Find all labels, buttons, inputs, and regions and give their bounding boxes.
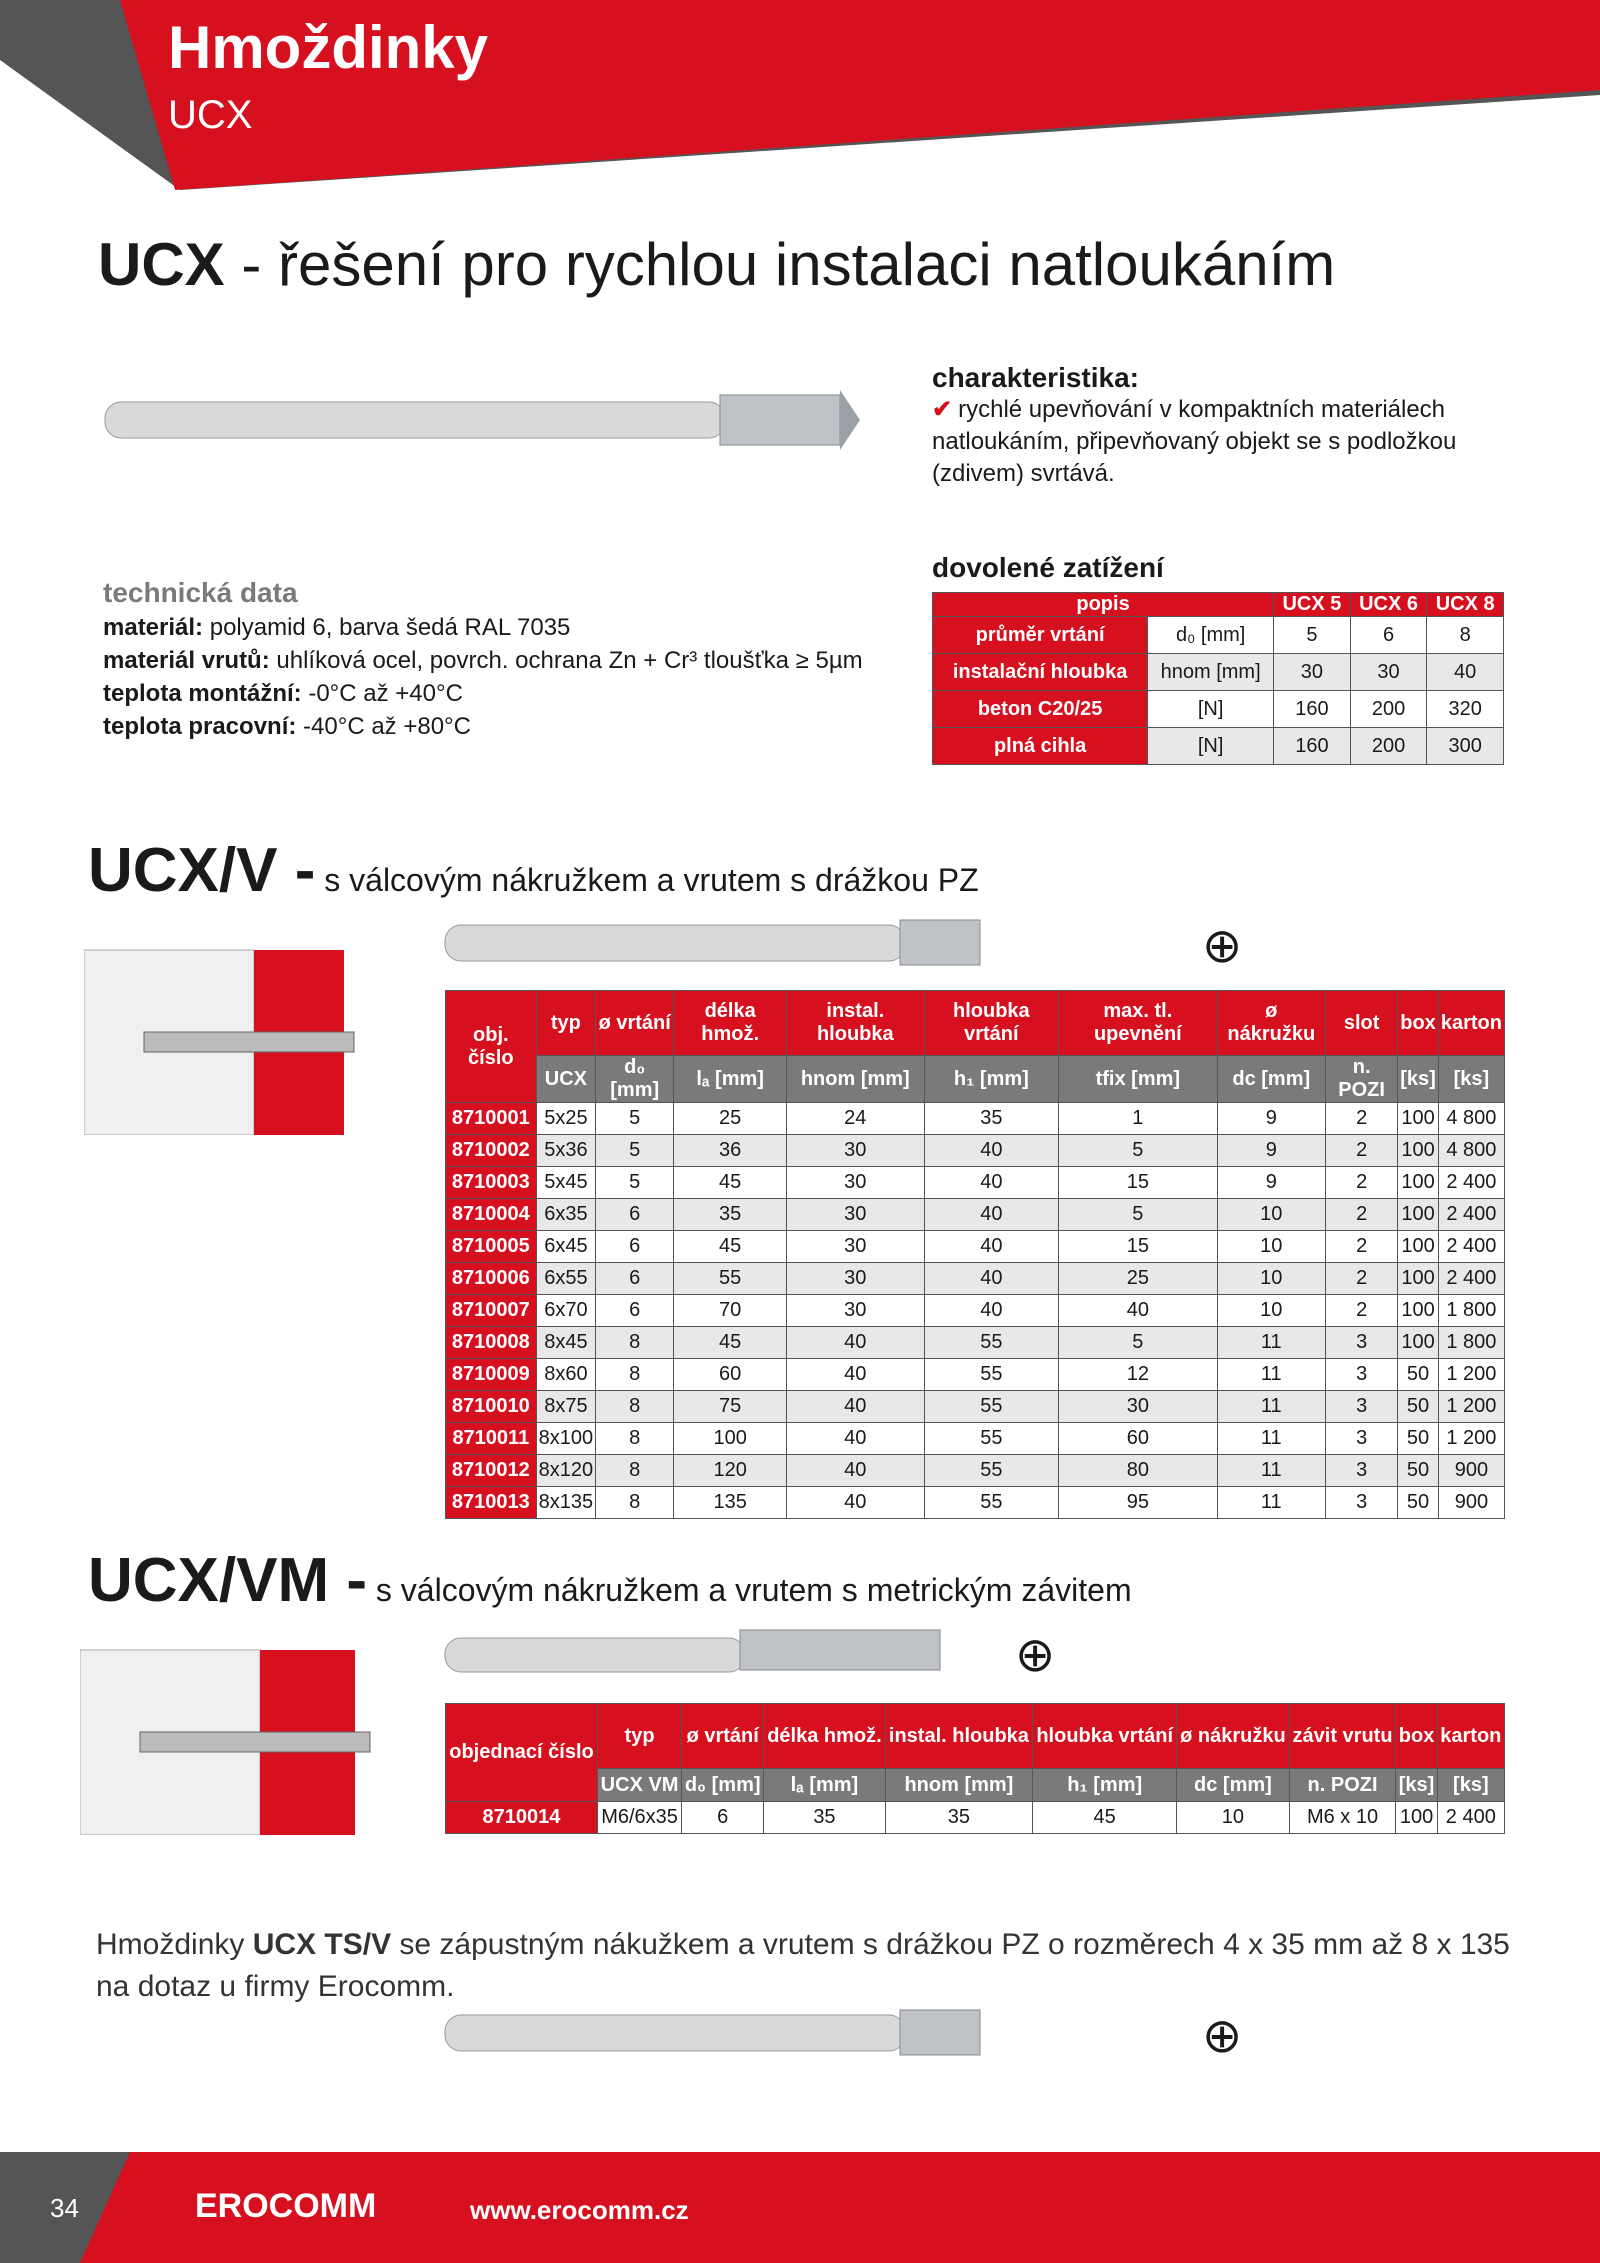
header-title: Hmoždinky (168, 14, 489, 81)
table-cell: 8710010 (446, 1391, 537, 1423)
table-cell: 2 (1326, 1135, 1398, 1167)
table-unit: d₀ [mm] (682, 1769, 764, 1802)
table-cell: 5 (596, 1103, 674, 1135)
table-unit: hnom [mm] (787, 1056, 925, 1103)
table-cell: 60 (674, 1359, 787, 1391)
table-cell: 100 (1396, 1802, 1437, 1834)
table-cell: 8 (596, 1359, 674, 1391)
table-cell: 11 (1217, 1487, 1325, 1519)
table-cell: plná cihla (933, 728, 1148, 765)
table-unit: dc [mm] (1177, 1769, 1289, 1802)
table-cell: beton C20/25 (933, 691, 1148, 728)
table-header: instal. hloubka (885, 1704, 1032, 1769)
ucxts-image (440, 1995, 1000, 2075)
table-unit: [ks] (1437, 1769, 1504, 1802)
table-cell: 2 400 (1438, 1263, 1504, 1295)
table-cell: d₀ [mm] (1148, 617, 1274, 654)
table-cell: 70 (674, 1295, 787, 1327)
table-cell: 8x120 (536, 1455, 596, 1487)
table-cell: 40 (787, 1487, 925, 1519)
table-cell: 40 (924, 1167, 1059, 1199)
table-cell: 30 (1274, 654, 1351, 691)
table-cell: 8710005 (446, 1231, 537, 1263)
table-row (446, 1802, 1505, 1834)
table-cell: 100 (1398, 1135, 1439, 1167)
table-cell: 55 (924, 1359, 1059, 1391)
table-header: UCX 5 (1274, 593, 1351, 617)
table-cell: 100 (1398, 1199, 1439, 1231)
table-cell: 8710003 (446, 1167, 537, 1199)
table-cell: 135 (674, 1487, 787, 1519)
pozi-icon: ⊕ (1202, 920, 1243, 973)
ucxvm-table (445, 1703, 1505, 1834)
table-row (446, 1327, 1505, 1359)
table-cell: 30 (787, 1263, 925, 1295)
table-cell: 3 (1326, 1359, 1398, 1391)
ucxv-diagram (84, 920, 434, 1135)
table-header: typ (536, 991, 596, 1056)
table-cell: 3 (1326, 1423, 1398, 1455)
table-header: ø nákružku (1177, 1704, 1289, 1769)
check-icon: ✔ (932, 396, 953, 423)
table-cell: 30 (787, 1199, 925, 1231)
table-header: UCX 6 (1350, 593, 1427, 617)
table-cell: 100 (1398, 1231, 1439, 1263)
table-cell: 100 (1398, 1295, 1439, 1327)
table-cell: 10 (1217, 1295, 1325, 1327)
table-cell: 9 (1217, 1135, 1325, 1167)
table-unit: tfix [mm] (1059, 1056, 1217, 1103)
table-cell: 5 (1274, 617, 1351, 654)
table-header: popis (933, 593, 1274, 617)
table-cell: 10 (1177, 1802, 1289, 1834)
table-cell: 160 (1274, 728, 1351, 765)
table-cell: 6x55 (536, 1263, 596, 1295)
table-cell: 1 200 (1438, 1359, 1504, 1391)
table-cell: 11 (1217, 1327, 1325, 1359)
pozi-icon: ⊕ (1015, 1629, 1056, 1682)
table-cell: 6x45 (536, 1231, 596, 1263)
table-cell: 8x100 (536, 1423, 596, 1455)
table-cell: 55 (674, 1263, 787, 1295)
table-row (446, 1199, 1505, 1231)
website-link[interactable]: www.erocomm.cz (470, 2195, 689, 2225)
table-header: ø vrtání (682, 1704, 764, 1769)
table-unit: lₐ [mm] (764, 1769, 885, 1802)
table-unit: h₁ [mm] (1033, 1769, 1177, 1802)
table-cell: 320 (1427, 691, 1504, 728)
table-cell: 3 (1326, 1327, 1398, 1359)
table-cell: 40 (787, 1359, 925, 1391)
table-cell: 5x45 (536, 1167, 596, 1199)
table-header: box (1396, 1704, 1437, 1769)
table-row (446, 1295, 1505, 1327)
table-unit: h₁ [mm] (924, 1056, 1059, 1103)
table-cell: 9 (1217, 1103, 1325, 1135)
table-row (933, 728, 1504, 765)
table-cell: 11 (1217, 1455, 1325, 1487)
table-cell: 2 (1326, 1199, 1398, 1231)
table-cell: 25 (674, 1103, 787, 1135)
table-cell: 6 (596, 1295, 674, 1327)
table-cell: 8710008 (446, 1327, 537, 1359)
table-cell: 160 (1274, 691, 1351, 728)
table-cell: 25 (1059, 1263, 1217, 1295)
table-cell: 40 (924, 1295, 1059, 1327)
table-cell: 120 (674, 1455, 787, 1487)
table-cell: 10 (1217, 1199, 1325, 1231)
table-row (446, 1231, 1505, 1263)
table-cell: 50 (1398, 1423, 1439, 1455)
table-cell: 55 (924, 1391, 1059, 1423)
table-cell: 900 (1438, 1487, 1504, 1519)
table-cell: 8710002 (446, 1135, 537, 1167)
table-row (446, 1263, 1505, 1295)
table-cell: 8710011 (446, 1423, 537, 1455)
table-cell: 40 (787, 1391, 925, 1423)
table-header: objednací číslo (446, 1704, 598, 1802)
table-cell: 100 (1398, 1103, 1439, 1135)
table-cell: hnom [mm] (1148, 654, 1274, 691)
table-cell: 45 (674, 1231, 787, 1263)
table-row (446, 1135, 1505, 1167)
table-cell: 5 (1059, 1135, 1217, 1167)
table-cell: 55 (924, 1455, 1059, 1487)
header-subtitle: UCX (168, 93, 253, 137)
table-unit: [ks] (1398, 1056, 1439, 1103)
table-cell: 24 (787, 1103, 925, 1135)
table-cell: 40 (1427, 654, 1504, 691)
table-header: ø nákružku (1217, 991, 1325, 1056)
table-header: UCX 8 (1427, 593, 1504, 617)
table-cell: 40 (787, 1455, 925, 1487)
table-row (446, 1359, 1505, 1391)
table-row (446, 1423, 1505, 1455)
table-cell: 40 (924, 1231, 1059, 1263)
table-cell: 5 (596, 1135, 674, 1167)
table-header: obj. číslo (446, 991, 537, 1103)
table-cell: 35 (885, 1802, 1032, 1834)
table-cell: 8710009 (446, 1359, 537, 1391)
table-header: karton (1437, 1704, 1504, 1769)
table-cell: 11 (1217, 1423, 1325, 1455)
table-row (933, 691, 1504, 728)
ucxvm-title: UCX/VM - s válcovým nákružkem a vrutem s metrickým závitem (88, 1546, 1132, 1615)
table-cell: 8x75 (536, 1391, 596, 1423)
table-cell: [N] (1148, 691, 1274, 728)
table-header: typ (597, 1704, 681, 1769)
table-cell: 6 (596, 1231, 674, 1263)
table-cell: 45 (674, 1167, 787, 1199)
table-cell: 2 400 (1438, 1199, 1504, 1231)
table-cell: 1 200 (1438, 1423, 1504, 1455)
ucxv-image (440, 905, 1000, 985)
table-cell: 1 800 (1438, 1327, 1504, 1359)
table-cell: 50 (1398, 1455, 1439, 1487)
table-cell: 40 (924, 1263, 1059, 1295)
table-cell: 3 (1326, 1455, 1398, 1487)
table-cell: 6 (682, 1802, 764, 1834)
table-cell: 1 200 (1438, 1391, 1504, 1423)
table-cell: M6 x 10 (1289, 1802, 1396, 1834)
table-header: hloubka vrtání (1033, 1704, 1177, 1769)
table-cell: 6 (596, 1263, 674, 1295)
table-cell: 8 (596, 1455, 674, 1487)
table-cell: 45 (1033, 1802, 1177, 1834)
table-cell: 35 (674, 1199, 787, 1231)
table-cell: 900 (1438, 1455, 1504, 1487)
table-cell: 50 (1398, 1487, 1439, 1519)
table-cell: 8 (596, 1423, 674, 1455)
anchor-image (100, 380, 900, 460)
footnote: Hmoždinky UCX TS/V se zápustným nákužkem a vrutem s drážkou PZ o rozměrech 4 x 35 mm až 8 x 135 na dotaz u firmy Erocomm. (96, 1928, 1510, 2003)
table-cell: 8710004 (446, 1199, 537, 1231)
table-cell: 30 (1350, 654, 1427, 691)
table-row (446, 1391, 1505, 1423)
table-cell: 3 (1326, 1391, 1398, 1423)
table-cell: 10 (1217, 1231, 1325, 1263)
table-row (446, 1103, 1505, 1135)
table-cell: 2 (1326, 1103, 1398, 1135)
table-unit: hnom [mm] (885, 1769, 1032, 1802)
table-header: délka hmož. (674, 991, 787, 1056)
page-title: UCX - řešení pro rychlou instalaci natloukáním (98, 231, 1336, 298)
table-cell: [N] (1148, 728, 1274, 765)
table-header: hloubka vrtání (924, 991, 1059, 1056)
page-number: 34 (50, 2193, 79, 2223)
ucxv-title: UCX/V - s válcovým nákružkem a vrutem s drážkou PZ (88, 836, 979, 905)
table-cell: 30 (787, 1167, 925, 1199)
table-cell: 40 (787, 1423, 925, 1455)
table-cell: 9 (1217, 1167, 1325, 1199)
table-cell: 8 (596, 1327, 674, 1359)
table-cell: 11 (1217, 1359, 1325, 1391)
table-cell: 2 (1326, 1167, 1398, 1199)
table-row (933, 617, 1504, 654)
table-unit: UCX VM (597, 1769, 681, 1802)
table-unit: dc [mm] (1217, 1056, 1325, 1103)
table-row (446, 1487, 1505, 1519)
characteristics-text: ✔ rychlé upevňování v kompaktních materiálech natloukáním, připevňovaný objekt se s podložkou (zdivem) svrtává. (932, 396, 1457, 487)
table-unit: [ks] (1438, 1056, 1504, 1103)
table-cell: 2 400 (1437, 1802, 1504, 1834)
table-cell: M6/6x35 (597, 1802, 681, 1834)
table-cell: 3 (1326, 1487, 1398, 1519)
table-cell: 8x135 (536, 1487, 596, 1519)
table-cell: 30 (787, 1295, 925, 1327)
table-cell: 30 (1059, 1391, 1217, 1423)
table-cell: 95 (1059, 1487, 1217, 1519)
table-cell: 15 (1059, 1167, 1217, 1199)
table-cell: 8x60 (536, 1359, 596, 1391)
table-cell: 100 (1398, 1167, 1439, 1199)
table-cell: 36 (674, 1135, 787, 1167)
ucxv-table (445, 990, 1505, 1519)
technical-data: technická data materiál: polyamid 6, barva šedá RAL 7035 materiál vrutů: uhlíková ocel, povrch. ochrana Zn + Cr³ tloušťka ≥ 5µm teplota montážní: -0°C až +40°C teplota pracovní: -40°C až +80°C (103, 577, 863, 740)
table-cell: 5x36 (536, 1135, 596, 1167)
table-cell: 5 (1059, 1199, 1217, 1231)
table-cell: 8710001 (446, 1103, 537, 1135)
table-cell: 4 800 (1438, 1135, 1504, 1167)
table-row (446, 1455, 1505, 1487)
table-cell: 30 (787, 1135, 925, 1167)
table-cell: 8 (596, 1487, 674, 1519)
table-unit: [ks] (1396, 1769, 1437, 1802)
table-cell: 80 (1059, 1455, 1217, 1487)
table-cell: 200 (1350, 691, 1427, 728)
table-cell: 100 (1398, 1327, 1439, 1359)
table-cell: 15 (1059, 1231, 1217, 1263)
table-cell: 55 (924, 1423, 1059, 1455)
table-unit: n. POZI (1326, 1056, 1398, 1103)
table-cell: 35 (924, 1103, 1059, 1135)
table-cell: 6 (1350, 617, 1427, 654)
table-cell: 40 (1059, 1295, 1217, 1327)
table-row (446, 1167, 1505, 1199)
table-cell: 200 (1350, 728, 1427, 765)
table-header: závit vrutu (1289, 1704, 1396, 1769)
table-cell: 8 (1427, 617, 1504, 654)
table-cell: 5 (1059, 1327, 1217, 1359)
table-cell: 4 800 (1438, 1103, 1504, 1135)
table-cell: 30 (787, 1231, 925, 1263)
table-cell: 6x70 (536, 1295, 596, 1327)
table-cell: 8 (596, 1391, 674, 1423)
table-cell: 50 (1398, 1359, 1439, 1391)
table-unit: lₐ [mm] (674, 1056, 787, 1103)
ucxvm-diagram (80, 1630, 430, 1835)
table-cell: 1 (1059, 1103, 1217, 1135)
load-title: dovolené zatížení (932, 552, 1164, 583)
table-cell: průměr vrtání (933, 617, 1148, 654)
table-cell: 100 (1398, 1263, 1439, 1295)
table-cell: 300 (1427, 728, 1504, 765)
table-cell: 12 (1059, 1359, 1217, 1391)
brand-logo: EROCOMM (195, 2187, 377, 2225)
table-cell: 1 800 (1438, 1295, 1504, 1327)
table-cell: 2 400 (1438, 1231, 1504, 1263)
load-table (932, 592, 1504, 765)
table-header: slot (1326, 991, 1398, 1056)
table-cell: 8x45 (536, 1327, 596, 1359)
table-header: instal. hloubka (787, 991, 925, 1056)
table-unit: UCX (536, 1056, 596, 1103)
table-cell: 8710013 (446, 1487, 537, 1519)
table-cell: 100 (674, 1423, 787, 1455)
table-cell: 6x35 (536, 1199, 596, 1231)
ucxvm-image (440, 1620, 960, 1690)
table-header: ø vrtání (596, 991, 674, 1056)
table-cell: 45 (674, 1327, 787, 1359)
table-cell: 8710014 (446, 1802, 598, 1834)
characteristics-title: charakteristika: (932, 362, 1140, 393)
table-unit: d₀ [mm] (596, 1056, 674, 1103)
table-cell: 40 (924, 1135, 1059, 1167)
table-cell: 75 (674, 1391, 787, 1423)
table-cell: 2 (1326, 1231, 1398, 1263)
table-cell: 2 400 (1438, 1167, 1504, 1199)
table-cell: 2 (1326, 1295, 1398, 1327)
table-cell: 5 (596, 1167, 674, 1199)
table-header: karton (1438, 991, 1504, 1056)
pozi-icon: ⊕ (1202, 2010, 1243, 2063)
table-header: box (1398, 991, 1439, 1056)
table-cell: 40 (787, 1327, 925, 1359)
table-cell: 2 (1326, 1263, 1398, 1295)
table-cell: 35 (764, 1802, 885, 1834)
table-row (933, 654, 1504, 691)
table-cell: 50 (1398, 1391, 1439, 1423)
table-header: délka hmož. (764, 1704, 885, 1769)
table-header: max. tl. upevnění (1059, 991, 1217, 1056)
table-unit: n. POZI (1289, 1769, 1396, 1802)
table-cell: 60 (1059, 1423, 1217, 1455)
table-cell: 10 (1217, 1263, 1325, 1295)
table-cell: 5x25 (536, 1103, 596, 1135)
table-cell: 55 (924, 1327, 1059, 1359)
table-cell: 55 (924, 1487, 1059, 1519)
table-cell: instalační hloubka (933, 654, 1148, 691)
table-cell: 11 (1217, 1391, 1325, 1423)
table-cell: 40 (924, 1199, 1059, 1231)
table-cell: 8710012 (446, 1455, 537, 1487)
table-cell: 6 (596, 1199, 674, 1231)
table-cell: 8710006 (446, 1263, 537, 1295)
table-cell: 8710007 (446, 1295, 537, 1327)
